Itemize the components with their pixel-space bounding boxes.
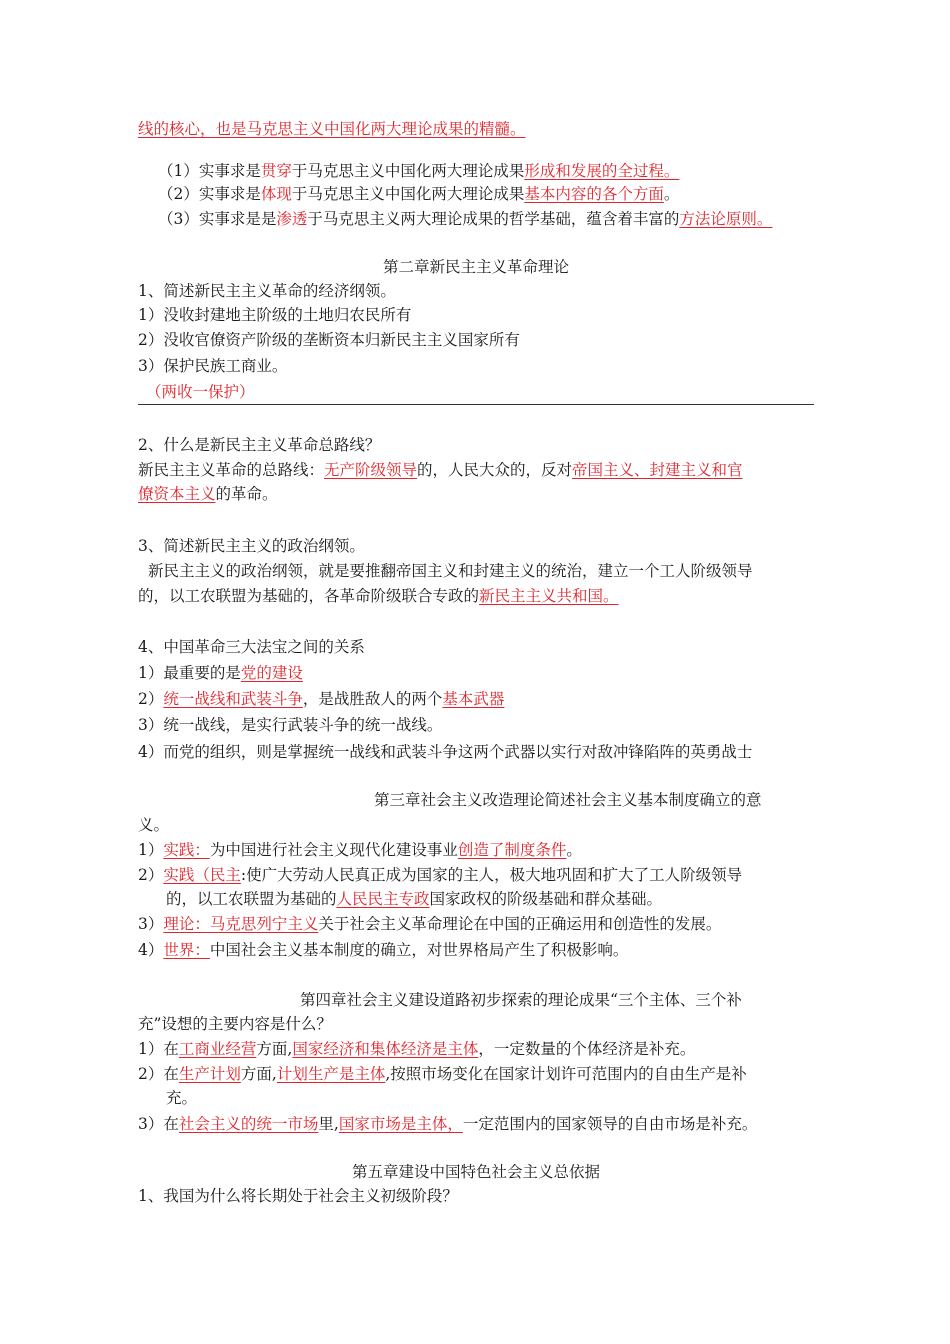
answer-line: 新民主主义的政治纲领，就是要推翻帝国主义和封建主义的统治，建立一个工人阶级领导 bbox=[148, 562, 753, 580]
answer-line: 僚资本主义的革命。 bbox=[138, 485, 278, 503]
question: 1、简述新民主主义革命的经济纲领。 bbox=[138, 282, 396, 300]
divider bbox=[138, 404, 814, 405]
chapter-3-title: 第三章社会主义改造理论简述社会主义基本制度确立的意 bbox=[374, 791, 762, 809]
chapter-5-title: 第五章建设中国特色社会主义总依据 bbox=[351, 1163, 600, 1181]
chapter-4-title: 第四章社会主义建设道路初步探索的理论成果“三个主体、三个补 bbox=[300, 991, 742, 1009]
list-item: 2）没收官僚资产阶级的垄断资本归新民主主义国家所有 bbox=[138, 331, 520, 349]
intro-point-3: （3）实事求是是渗透于马克思主义两大理论成果的哲学基础，蕴含着丰富的方法论原则。 bbox=[158, 210, 773, 228]
question: 2、什么是新民主主义革命总路线？ bbox=[138, 436, 381, 454]
answer-line: 新民主主义革命的总路线：无产阶级领导的，人民大众的，反对帝国主义、封建主义和官 bbox=[138, 461, 743, 479]
list-item: 2）在生产计划方面,计划生产是主体,按照市场变化在国家计划许可范围内的自由生产是补 bbox=[138, 1065, 747, 1083]
chapter-3-title-cont: 义。 bbox=[138, 816, 170, 834]
list-item: 3）在社会主义的统一市场里,国家市场是主体，一定范围内的国家领导的自由市场是补充。 bbox=[138, 1115, 758, 1133]
list-item-cont: 的，以工农联盟为基础的人民民主专政国家政权的阶级基础和群众基础。 bbox=[166, 890, 663, 908]
list-item: 1）没收封建地主阶级的土地归农民所有 bbox=[138, 306, 412, 324]
list-item: 2）实践（民主:使广大劳动人民真正成为国家的主人，极大地巩固和扩大了工人阶级领导 bbox=[138, 866, 743, 884]
list-item: 3）统一战线，是实行武装斗争的统一战线。 bbox=[138, 716, 443, 734]
intro-point-1: （1）实事求是贯穿于马克思主义中国化两大理论成果形成和发展的全过程。 bbox=[158, 162, 680, 180]
list-item: 1）在工商业经营方面,国家经济和集体经济是主体，一定数量的个体经济是补充。 bbox=[138, 1040, 696, 1058]
list-item-cont: 充。 bbox=[166, 1089, 198, 1107]
question: 4、中国革命三大法宝之间的关系 bbox=[138, 638, 365, 656]
question: 1、我国为什么将长期处于社会主义初级阶段？ bbox=[138, 1187, 458, 1205]
question: 3、简述新民主主义的政治纲领。 bbox=[138, 537, 365, 555]
intro-line: 线的核心，也是马克思主义中国化两大理论成果的精髓。 bbox=[138, 120, 526, 138]
list-item: 3）理论：马克思列宁主义关于社会主义革命理论在中国的正确运用和创造性的发展。 bbox=[138, 915, 722, 933]
chapter-4-title-cont: 充”设想的主要内容是什么？ bbox=[138, 1015, 332, 1033]
list-item: 3）保护民族工商业。 bbox=[138, 357, 288, 375]
list-item: 2）统一战线和武装斗争，是战胜敌人的两个基本武器 bbox=[138, 690, 505, 708]
list-item: 4）而党的组织，则是掌握统一战线和武装斗争这两个武器以实行对敌冲锋陷阵的英勇战士 bbox=[138, 743, 753, 761]
list-item: 1）最重要的是党的建设 bbox=[138, 664, 303, 682]
list-item: 1）实践：为中国进行社会主义现代化建设事业创造了制度条件。 bbox=[138, 841, 582, 859]
intro-point-2: （2）实事求是体现于马克思主义中国化两大理论成果基本内容的各个方面。 bbox=[158, 185, 680, 203]
list-item: 4）世界：中国社会主义基本制度的确立，对世界格局产生了积极影响。 bbox=[138, 941, 629, 959]
mnemonic-note: （两收一保护） bbox=[146, 383, 255, 401]
chapter-2-title: 第二章新民主主义革命理论 bbox=[382, 258, 569, 276]
answer-line: 的，以工农联盟为基础的，各革命阶级联合专政的新民主主义共和国。 bbox=[138, 587, 619, 605]
